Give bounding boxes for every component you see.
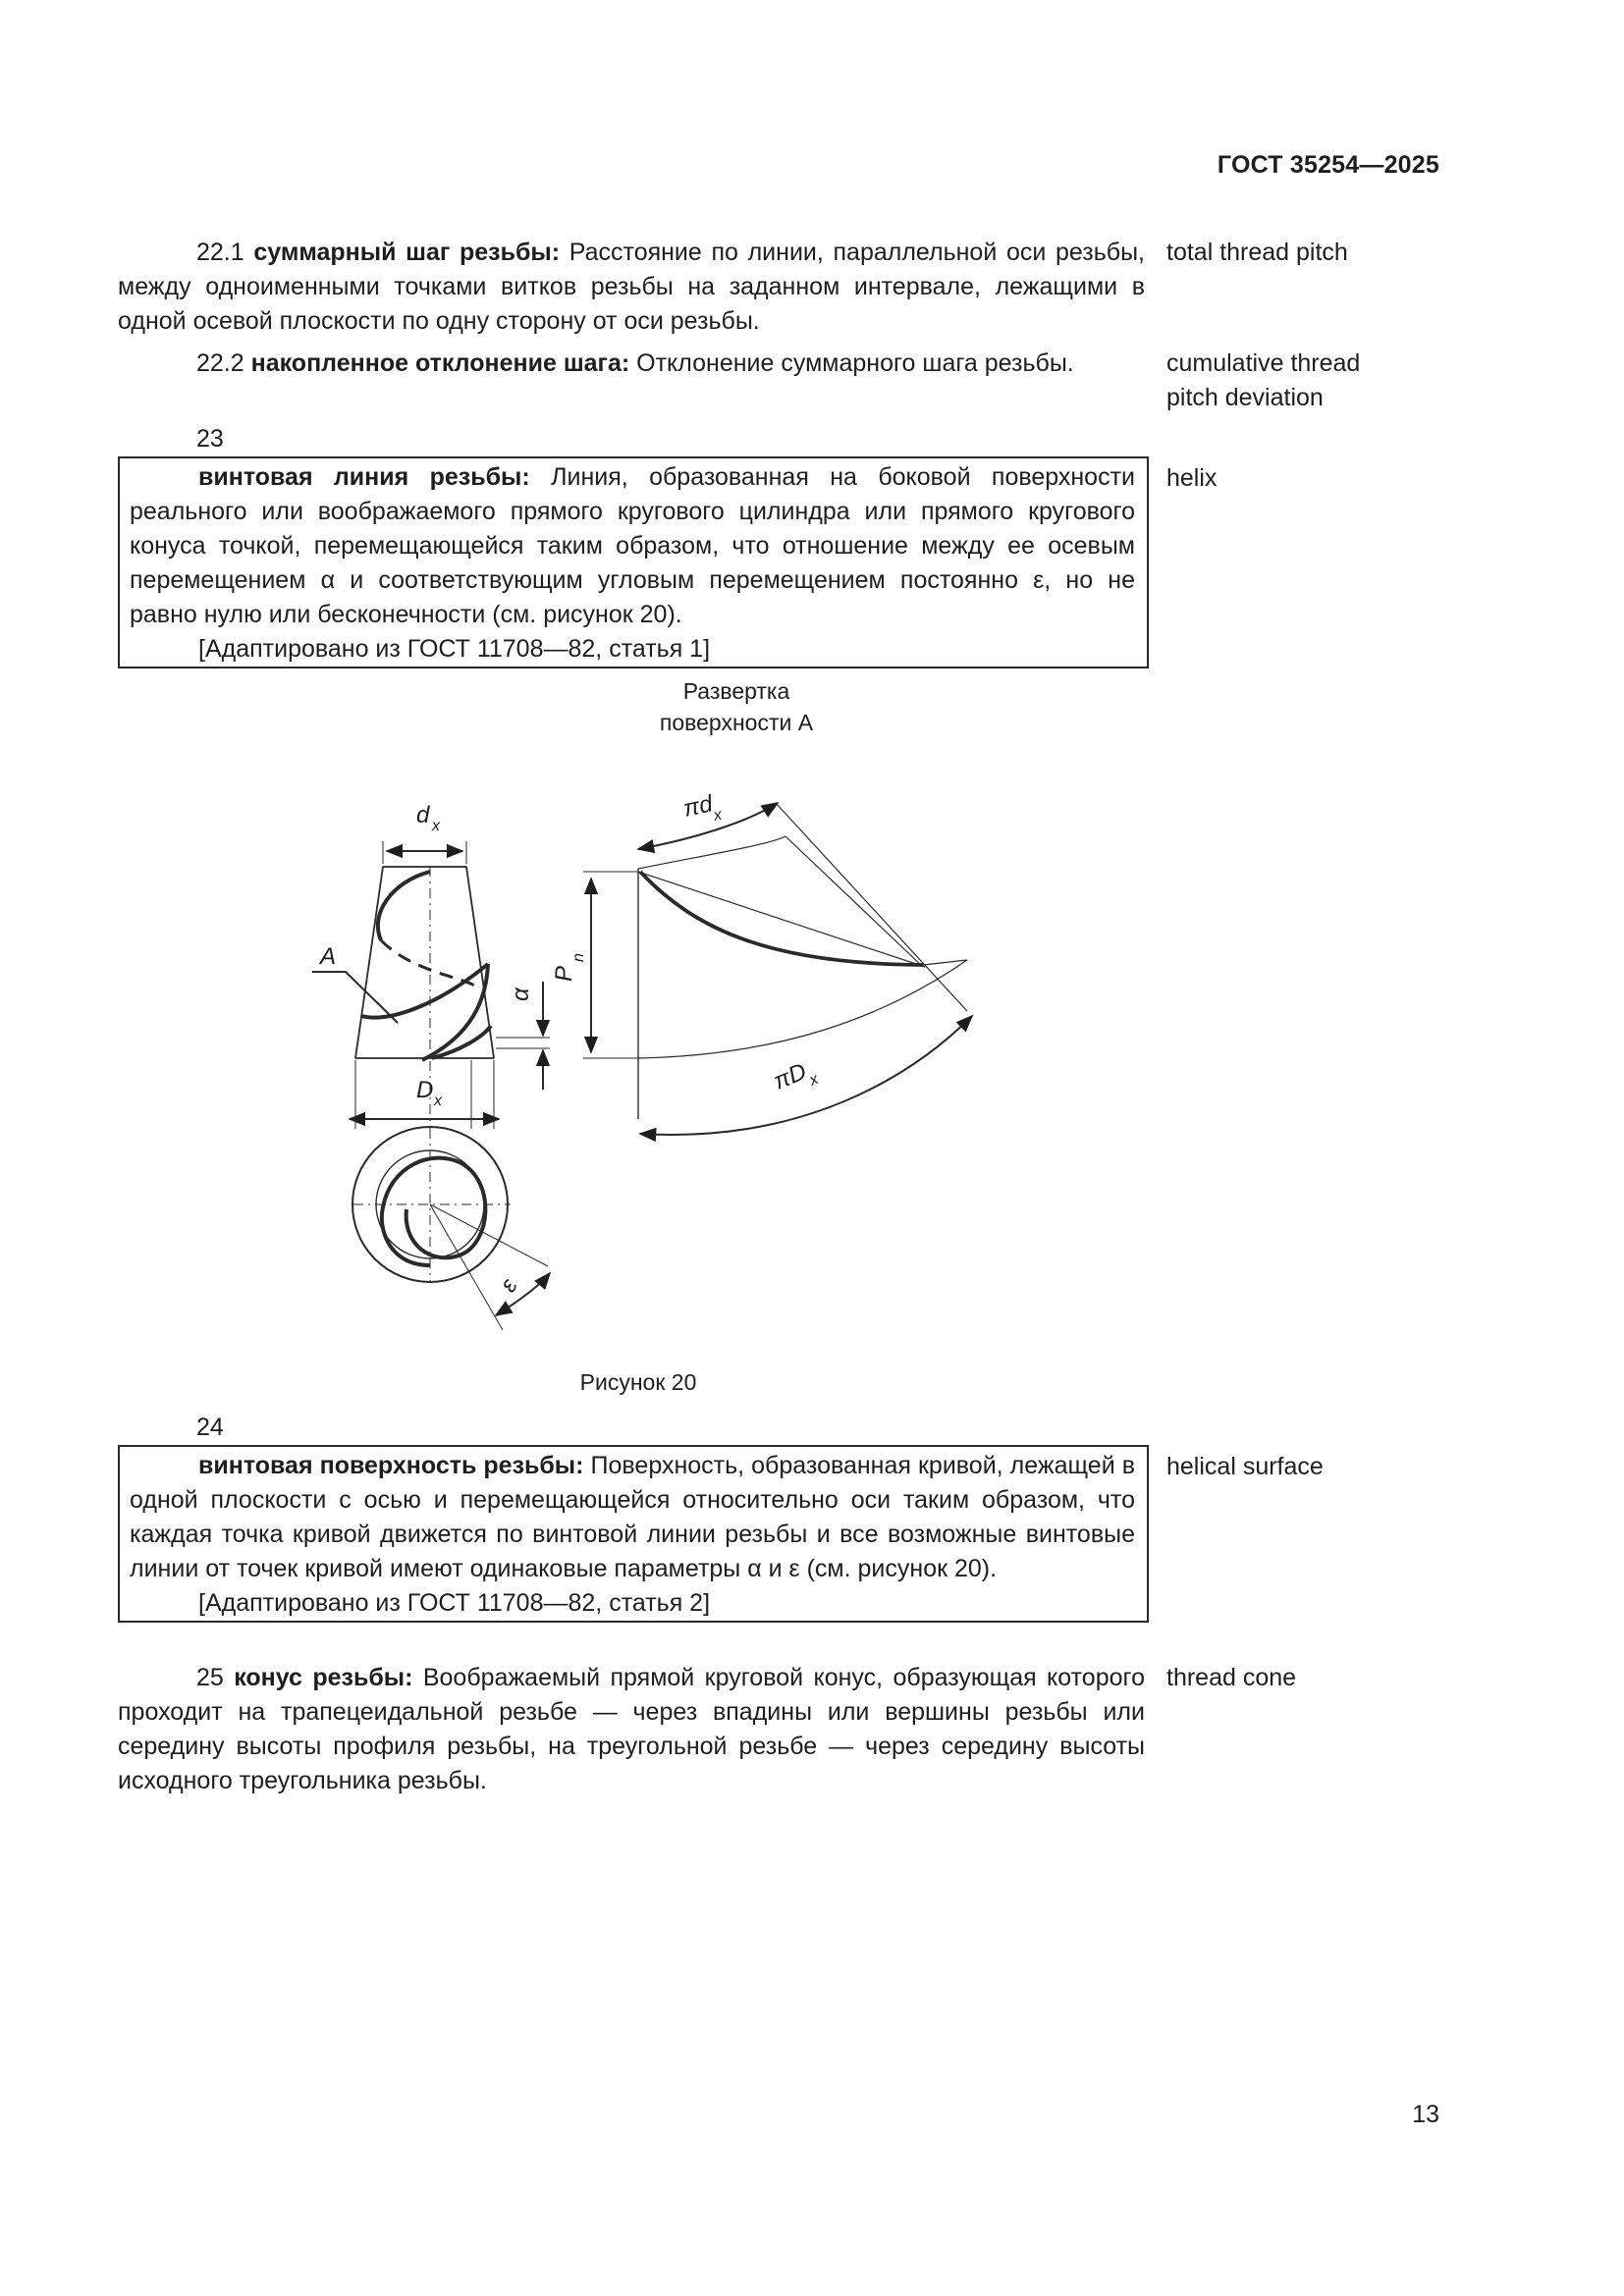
figure-title-line: поверхности А	[659, 710, 814, 735]
helix-curve	[378, 872, 430, 940]
label-dx-sub: x	[432, 818, 440, 834]
figure-caption: Рисунок 20	[579, 1369, 697, 1395]
term-number: 23	[196, 425, 224, 453]
development-top-arc	[638, 836, 785, 869]
term-24	[118, 1411, 1443, 1623]
reference-text: [Адаптировано из ГОСТ 11708—82, статья 2]	[198, 1589, 711, 1617]
term-english: cumulative thread pitch deviation	[1166, 349, 1361, 411]
label-Dx-sub: x	[434, 1093, 442, 1109]
page-number: 13	[1412, 2101, 1439, 2128]
label-alpha: α	[508, 988, 534, 1001]
label-pi-dx: πd	[680, 790, 716, 823]
term-english: thread cone	[1166, 1664, 1297, 1691]
term-number: 25	[196, 1664, 224, 1691]
page-header: ГОСТ 35254—2025	[1217, 151, 1439, 179]
label-Pn-sub: n	[570, 953, 587, 962]
term-title: винтовая линия резьбы:	[198, 463, 530, 491]
label-dx: d	[416, 802, 430, 828]
label-pi-dx-sub: x	[712, 806, 724, 825]
term-english: helix	[1166, 464, 1218, 492]
term-body: Отклонение суммарного шага резьбы.	[629, 349, 1074, 377]
term-english: helical surface	[1166, 1453, 1324, 1480]
reference-text: [Адаптировано из ГОСТ 11708—82, статья 1]	[198, 635, 711, 663]
helix-curve	[422, 964, 488, 1060]
term-body: Расстояние по линии, параллельной оси резьбы, между одноименными точками витков резьбы на заданном интервале, лежащими в одной осевой плоскости по одну сторону от оси резьбы.	[118, 239, 1145, 335]
term-title: накопленное отклонение шага:	[250, 349, 630, 377]
label-Dx: D	[416, 1077, 434, 1103]
term-number: 24	[196, 1414, 224, 1441]
end-view-spiral	[382, 1158, 486, 1265]
label-a: A	[320, 943, 337, 970]
term-number: 22.1	[196, 239, 244, 266]
label-epsilon: ε	[494, 1274, 523, 1297]
term-definition	[130, 1449, 1135, 1586]
cone-outline	[355, 867, 494, 1058]
term-definition	[118, 1661, 1145, 1798]
helix-hidden	[381, 940, 476, 987]
term-reference	[130, 1586, 1135, 1621]
figure-title-line: Развертка	[682, 678, 790, 704]
development-inner-arc	[638, 960, 967, 1058]
development-radial-line	[785, 836, 923, 967]
label-pi-Dx-sub: x	[807, 1070, 821, 1090]
term-body: Линия, образованная на боковой поверхности реального или воображаемого прямого кругового цилиндра или прямого кругового конуса точкой, перемещающейся таким образом, что отношение между ее осевым перемещением α и соответствующим угловым перемещением постоянно ε, но не равно нулю или бесконечности (см. рисунок 20).	[130, 463, 1135, 628]
term-box	[118, 1445, 1149, 1623]
term-title: винтовая поверхность резьбы:	[198, 1452, 584, 1479]
label-pi-Dx: πD	[770, 1058, 811, 1095]
term-title: суммарный шаг резьбы:	[253, 239, 561, 266]
helix-curve	[361, 964, 491, 1058]
term-body: Поверхность, образованная кривой, лежащей в одной плоскости с осью и перемещающейся относительно оси таким образом, что каждая точка кривой движется по винтовой линии резьбы и все возможные винтовые линии от точек кривой имеют одинаковые параметры α и ε (см. рисунок 20).	[130, 1452, 1136, 1582]
term-body: Воображаемый прямой круговой конус, образующая которого проходит на трапецеидальной резьбе — через впадины или вершины резьбы или середину высоты профиля резьбы, на треугольной резьбе — через середину высоты исходного треугольника резьбы.	[118, 1664, 1145, 1794]
label-Pn: P	[551, 965, 577, 982]
development-helix	[640, 872, 923, 965]
term-title: конус резьбы:	[234, 1664, 413, 1691]
term-english: total thread pitch	[1166, 239, 1348, 266]
term-number: 22.2	[196, 349, 244, 377]
